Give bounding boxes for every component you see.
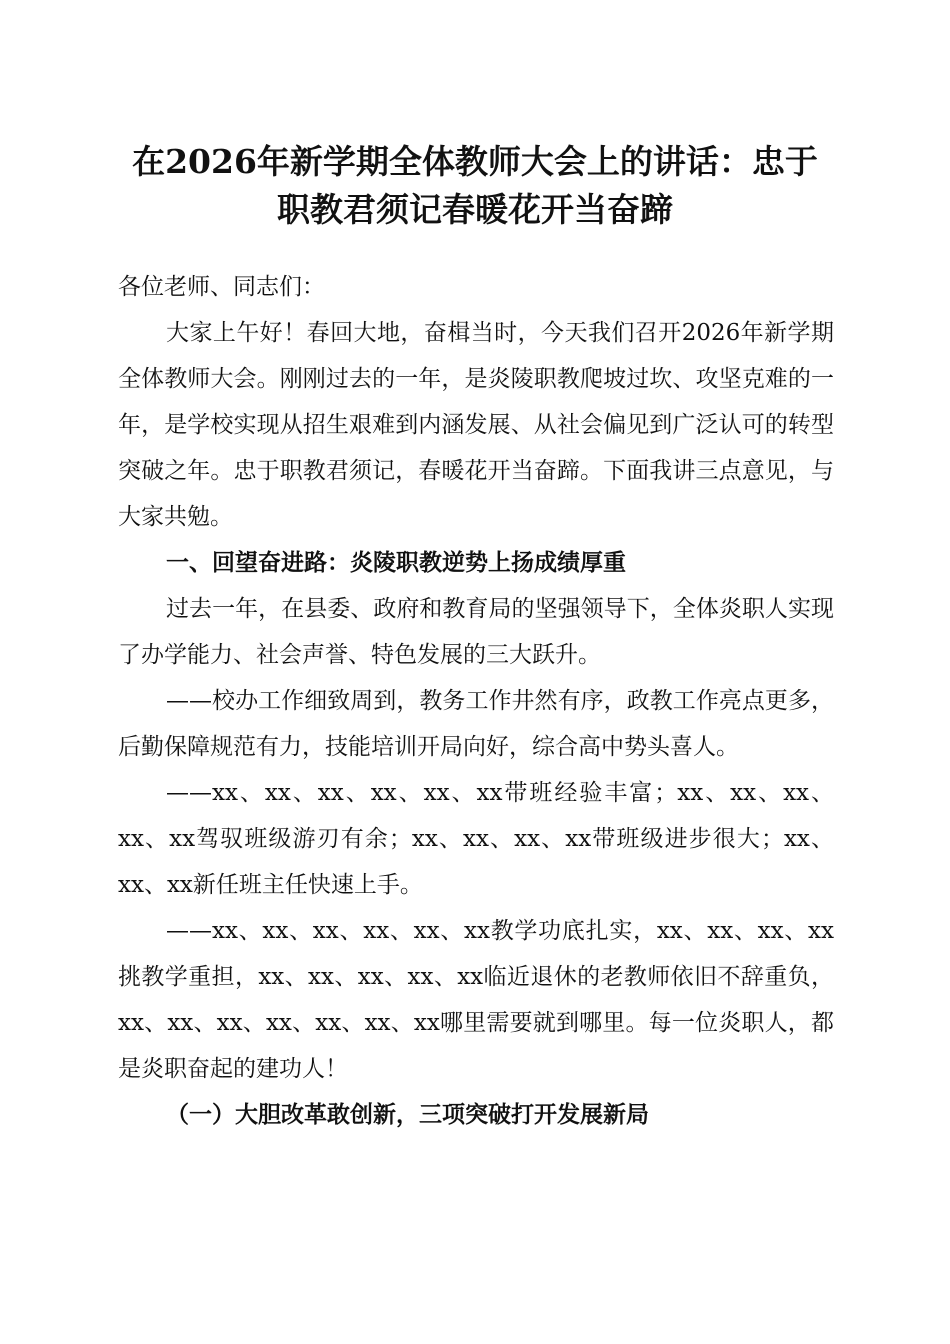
speech-body: [118, 264, 834, 1138]
section-heading-1: 一、回望奋进路：炎陵职教逆势上扬成绩厚重: [166, 550, 626, 576]
section1-paragraph-3: ——xx、xx、xx、xx、xx、xx带班经验丰富；xx、xx、xx、xx、xx驾驭班级游刃有余；xx、xx、xx、xx带班级进步很大；xx、xx、xx新任班主任快速上手。: [118, 780, 834, 898]
section1-paragraph-2: ——校办工作细致周到，教务工作井然有序，政教工作亮点更多，后勤保障规范有力，技能培训开局向好，综合高中势头喜人。: [118, 688, 834, 760]
subsection-heading-1: （一）大胆改革敢创新，三项突破打开发展新局: [166, 1101, 649, 1128]
salutation: 各位老师、同志们：: [118, 274, 325, 300]
section1-paragraph-1: 过去一年，在县委、政府和教育局的坚强领导下，全体炎职人实现了办学能力、社会声誉、特色发展的三大跃升。: [118, 596, 834, 668]
section1-paragraph-4: ——xx、xx、xx、xx、xx、xx教学功底扎实，xx、xx、xx、xx挑教学重担，xx、xx、xx、xx、xx临近退休的老教师依旧不辞重负，xx、xx、xx、xx、xx、xx、xx哪里需要就到哪里。每一位炎职人，都是炎职奋起的建功人！: [118, 918, 834, 1082]
page-title: 在2026年新学期全体教师大会上的讲话：忠于职教君须记春暖花开当奋蹄: [132, 142, 818, 229]
opening-paragraph: 大家上午好！春回大地，奋楫当时，今天我们召开2026年新学期全体教师大会。刚刚过去的一年，是炎陵职教爬坡过坎、攻坚克难的一年，是学校实现从招生艰难到内涵发展、从社会偏见到广泛认可的转型突破之年。忠于职教君须记，春暖花开当奋蹄。下面我讲三点意见，与大家共勉。: [118, 320, 834, 530]
